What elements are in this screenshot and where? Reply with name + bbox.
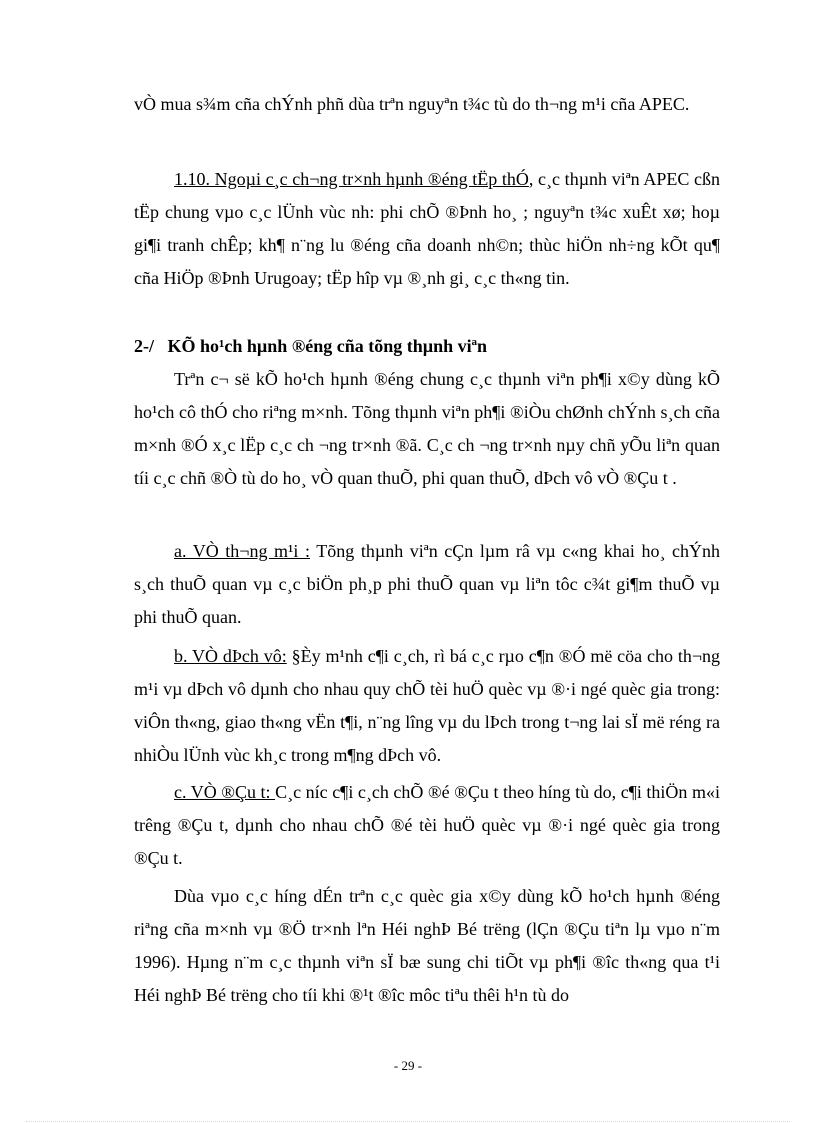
paragraph-investment: [134, 776, 720, 875]
services-label: b. VÒ dÞch vô:: [174, 646, 287, 666]
page-number: - 29 -: [393, 1058, 423, 1073]
paragraph-1-10: [134, 163, 720, 295]
services-body: §Èy m¹nh c¶i c¸ch, rì bá c¸c rµo c¶n ®Ó më cöa cho th¬ng m¹i vµ dÞch vô dµnh cho nhau quy chÕ tèi huÖ quèc vµ ®·i ngé quèc gia trong: viÔn th«ng, giao th«ng vËn t¶i, n¨ng lîng vµ du lÞch trong t¬ng lai sÏ më réng ra nhiÒu lÜnh vùc kh¸c trong m¶ng dÞch vô.: [134, 646, 720, 765]
paragraph-1-10-body: , c¸c thµnh viªn APEC cßn tËp chung vµo c¸c lÜnh vùc nh: phi chÕ ®Þnh ho¸ ; nguyªn t¾c xuÊt xø; hoµ gi¶i tranh chÊp; kh¶ n¨ng lu ®éng cña doanh nh©n; thùc hiÖn nh÷ng kÕt qu¶ cña HiÖp ®Þnh Urugoay; tËp hîp vµ ®¸nh gi¸ c¸c th«ng tin.: [134, 169, 720, 288]
investment-label: c. VÒ ®Çu t:: [174, 782, 276, 802]
paragraph-action-plans: Dùa vµo c¸c híng dÉn trªn c¸c quèc gia x©y dùng kÕ ho¹ch hµnh ®éng riªng cña m×nh vµ ®Ö tr×nh lªn Héi nghÞ Bé trëng (lÇn ®Çu tiªn lµ vµo n¨m 1996). Hµng n¨m c¸c thµnh viªn sÏ bæ sung chi tiÕt vµ ph¶i ®îc th«ng qua t¹i Héi nghÞ Bé trëng cho tíi khi ®¹t ®îc môc tiªu thêi h¹n tù do: [134, 886, 720, 1005]
page-bottom-divider: [26, 1121, 790, 1122]
paragraph-trade: [134, 535, 720, 634]
section-heading: [134, 330, 720, 363]
trade-label: a. VÒ th¬ng m¹i :: [174, 541, 311, 561]
investment-body: C¸c níc c¶i c¸ch chÕ ®é ®Çu t theo híng tù do, c¶i thiÖn m«i trêng ®Çu t, dµnh cho nhau chÕ ®é tèi huÖ quèc vµ ®·i ngé quèc gia trong ®Çu t.: [134, 782, 720, 868]
section-number: 2-/: [134, 336, 154, 356]
paragraph-individual-plans: Trªn c¬ së kÕ ho¹ch hµnh ®éng chung c¸c thµnh viªn ph¶i x©y dùng kÕ ho¹ch cô thÓ cho riªng m×nh. Tõng thµnh viªn ph¶i ®iÒu chØnh chÝnh s¸ch cña m×nh ®Ó x¸c lËp c¸c ch ¬ng tr×nh ®ã. C¸c ch ¬ng tr×nh nµy chñ yÕu liªn quan tíi c¸c chñ ®Ò tù do ho¸ vÒ quan thuÕ, phi quan thuÕ, dÞch vô vÒ ®Çu t .: [134, 369, 720, 488]
paragraph-apec-procurement: vÒ mua s¾m cña chÝnh phñ dùa trªn nguyªn t¾c tù do th¬ng m¹i cña APEC.: [134, 94, 690, 114]
section-title: KÕ ho¹ch hµnh ®éng cña tõng thµnh viªn: [167, 336, 488, 356]
trade-body: Tõng thµnh viªn cÇn lµm râ vµ c«ng khai ho¸ chÝnh s¸ch thuÕ quan vµ c¸c biÖn ph¸p phi thuÕ quan vµ liªn tôc c¾t gi¶m thuÕ vµ phi thuÕ quan.: [134, 541, 720, 627]
paragraph-1-10-lead: 1.10. Ngoµi c¸c ch¬ng tr×nh hµnh ®éng tËp thÓ: [174, 169, 529, 189]
paragraph-services: [134, 640, 720, 772]
